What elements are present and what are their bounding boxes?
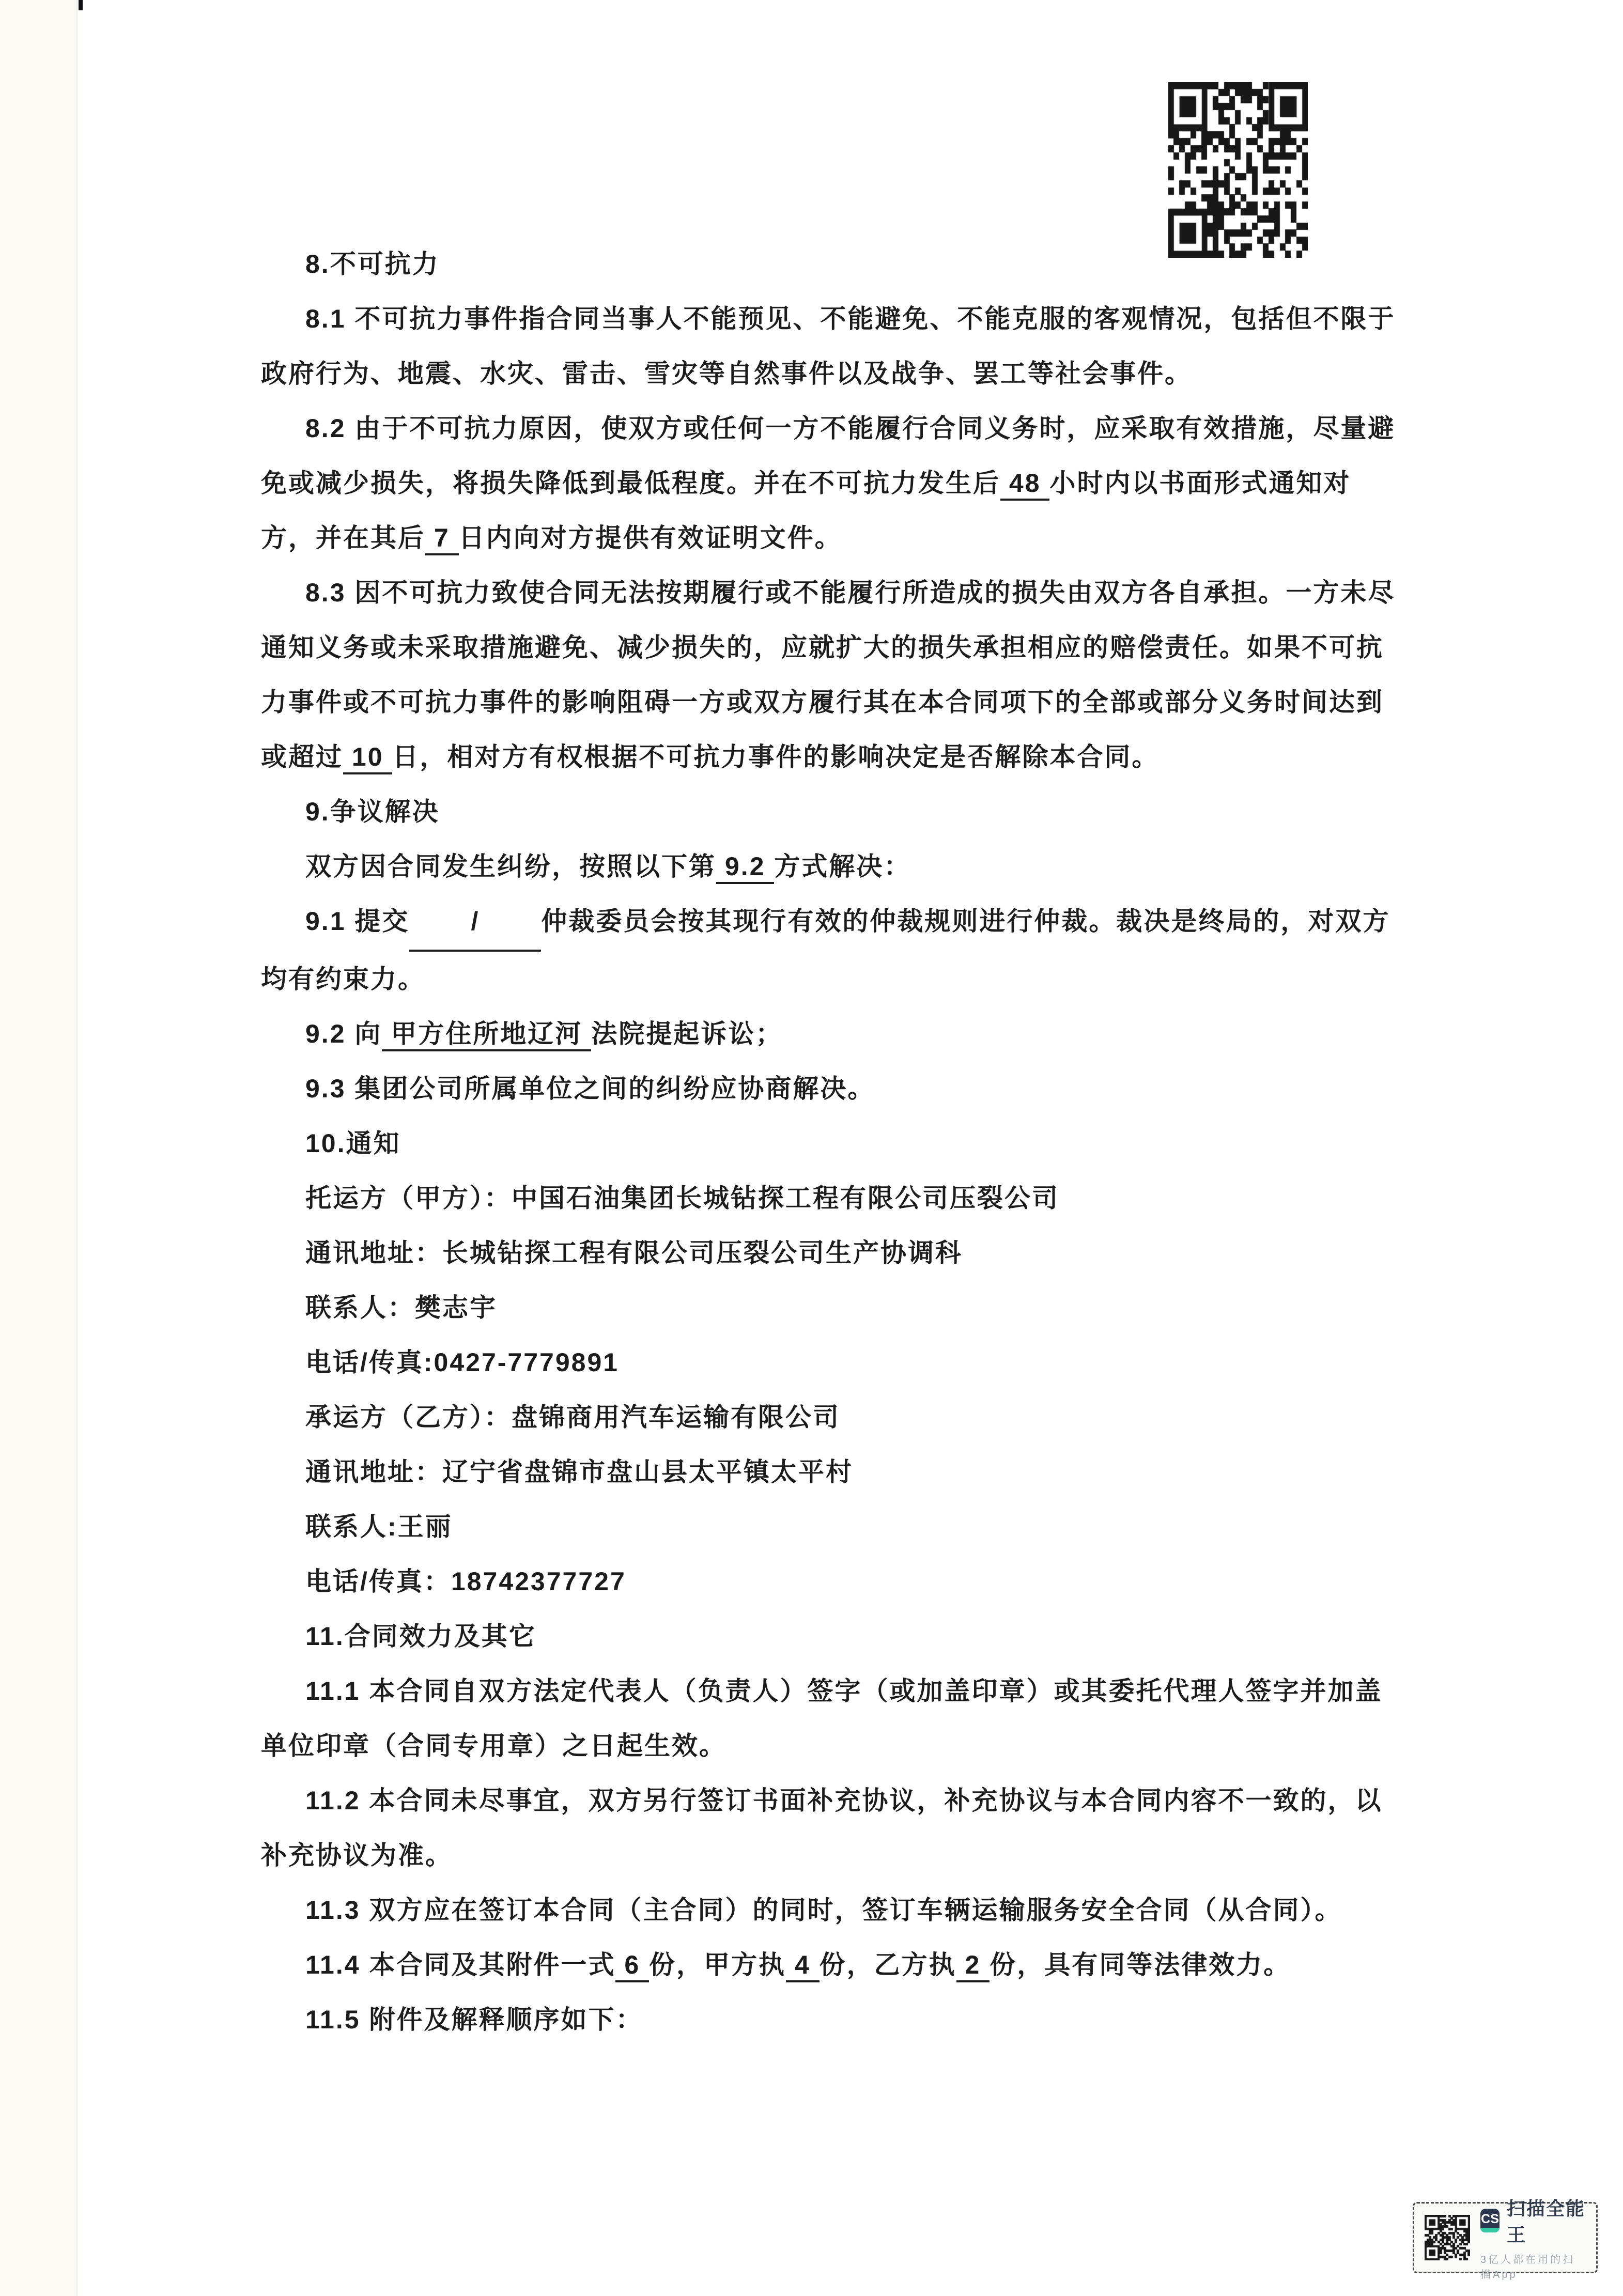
clause-text: 9.1 提交 [305, 907, 410, 936]
heading-9-dispute-resolution [261, 784, 1400, 839]
shipper-contact [261, 1280, 1400, 1335]
clause-text: 9.3 集团公司所属单位之间的纠纷应协商解决。 [305, 1074, 875, 1103]
filled-blank: 甲方住所地辽河 [382, 1019, 591, 1051]
filled-blank: 2 [956, 1950, 990, 1982]
carrier-line [261, 1390, 1400, 1445]
filled-blank: 4 [786, 1950, 820, 1982]
scan-edge-strip [0, 0, 76, 2296]
camscanner-subtitle: 3亿人都在用的扫描App [1480, 2254, 1575, 2281]
clause-text: 份，乙方执 [819, 1950, 956, 1979]
carrier-address [261, 1445, 1400, 1499]
heading-11-validity [261, 1609, 1400, 1664]
clause-text: 11.1 本合同自双方法定代表人（负责人）签字（或加盖印章）或其委托代理人签字并加盖单位印章（合同专用章）之日起生效。 [261, 1677, 1383, 1760]
clause-text: 9.争议解决 [305, 797, 440, 826]
clause-text: 承运方（乙方）：盘锦商用汽车运输有限公司 [305, 1403, 840, 1432]
clause-text: 联系人:王丽 [305, 1512, 453, 1541]
clause-text: 11.合同效力及其它 [305, 1622, 536, 1651]
shipper-address [261, 1225, 1400, 1280]
clause-text: 日，相对方有权根据不可抗力事件的影响决定是否解除本合同。 [392, 742, 1160, 771]
clause-text: 双方因合同发生纠纷，按照以下第 [305, 852, 716, 881]
filled-blank: 6 [615, 1950, 649, 1982]
clause-text: 8.3 因不可抗力致使合同无法按期履行或不能履行所造成的损失由双方各自承担。一方未尽通知义务或未采取措施避免、减少损失的，应就扩大的损失承担相应的赔偿责任。如果不可抗力事件或不可抗力事件的影响阻碍一方或双方履行其在本合同项下的全部或部分义务时间达到或超过 [261, 578, 1396, 771]
clause-text: 11.3 双方应在签订本合同（主合同）的同时，签订车辆运输服务安全合同（从合同）。 [305, 1896, 1342, 1925]
clause-text: 8.不可抗力 [305, 250, 440, 278]
carrier-contact [261, 1499, 1400, 1554]
clause-text: 11.4 本合同及其附件一式 [305, 1950, 616, 1979]
clause-text: 份，甲方执 [649, 1950, 786, 1979]
clause-text: 通讯地址：辽宁省盘锦市盘山县太平镇太平村 [305, 1457, 853, 1486]
carrier-phone [261, 1554, 1400, 1609]
clause-8-2 [261, 401, 1400, 565]
clause-text: 8.2 由于不可抗力原因，使双方或任何一方不能履行合同义务时，应采取有效措施，尽量避免或减少损失，将损失降低到最低程度。并在不可抗力发生后 [261, 414, 1396, 498]
clause-9-1 [261, 894, 1400, 1006]
contract-body [261, 237, 1400, 2047]
clause-text: 小时内以书面形式通知对方，并在其后 [261, 469, 1351, 552]
clause-text: 电话/传真：18742377727 [305, 1567, 626, 1596]
clause-9-intro [261, 839, 1400, 894]
shipper-line [261, 1171, 1400, 1225]
clause-text: 电话/传真:0427-7779891 [305, 1348, 620, 1377]
clause-11-3 [261, 1883, 1400, 1937]
camscanner-logo-text: CS [1481, 2211, 1499, 2226]
clause-text: 托运方（甲方）：中国石油集团长城钻探工程有限公司压裂公司 [305, 1184, 1059, 1213]
scan-corner-mark [79, 0, 83, 10]
shipper-phone [261, 1335, 1400, 1390]
clause-11-4 [261, 1937, 1400, 1992]
clause-text: 法院提起诉讼； [591, 1019, 783, 1048]
camscanner-logo-accent [1480, 2228, 1500, 2232]
clause-text: 11.5 附件及解释顺序如下： [305, 2005, 643, 2034]
camscanner-qr-code [1425, 2215, 1470, 2260]
clause-text: 方式解决： [774, 852, 911, 881]
clause-text: 份，具有同等法律效力。 [990, 1950, 1291, 1979]
filled-blank: / [409, 894, 541, 952]
filled-blank: 7 [425, 523, 459, 555]
clause-text: 联系人：樊志宇 [305, 1293, 497, 1322]
filled-blank: 10 [343, 742, 392, 774]
camscanner-title: 扫描全能王 [1507, 2198, 1586, 2245]
clause-text: 通讯地址：长城钻探工程有限公司压裂公司生产协调科 [305, 1238, 963, 1267]
clause-11-1 [261, 1664, 1400, 1773]
qr-code [1168, 82, 1308, 258]
clause-8-3 [261, 565, 1400, 784]
clause-text: 8.1 不可抗力事件指合同当事人不能预见、不能避免、不能克服的客观情况，包括但不限于政府行为、地震、水灾、雷击、雪灾等自然事件以及战争、罢工等社会事件。 [261, 304, 1396, 388]
clause-text: 日内向对方提供有效证明文件。 [458, 523, 842, 552]
filled-blank: 48 [1000, 469, 1049, 501]
clause-text: 11.2 本合同未尽事宜，双方另行签订书面补充协议，补充协议与本合同内容不一致的，以补充协议为准。 [261, 1786, 1383, 1870]
clause-11-2 [261, 1773, 1400, 1883]
clause-11-5 [261, 1992, 1400, 2047]
heading-8-force-majeure [261, 237, 1400, 291]
clause-8-1 [261, 291, 1400, 401]
filled-blank: 9.2 [716, 852, 774, 884]
scan-seam-line [76, 0, 78, 2296]
camscanner-badge [1413, 2198, 1598, 2281]
heading-10-notice [261, 1116, 1400, 1171]
camscanner-badge-text [1480, 2194, 1586, 2281]
clause-text: 10.通知 [305, 1129, 401, 1158]
clause-text: 仲裁委员会按其现行有效的仲裁规则进行仲裁。裁决是终局的，对双方均有约束力。 [261, 907, 1390, 994]
clause-9-3 [261, 1061, 1400, 1116]
clause-text: 9.2 向 [305, 1019, 382, 1048]
clause-9-2 [261, 1006, 1400, 1061]
camscanner-logo-icon [1480, 2209, 1500, 2232]
